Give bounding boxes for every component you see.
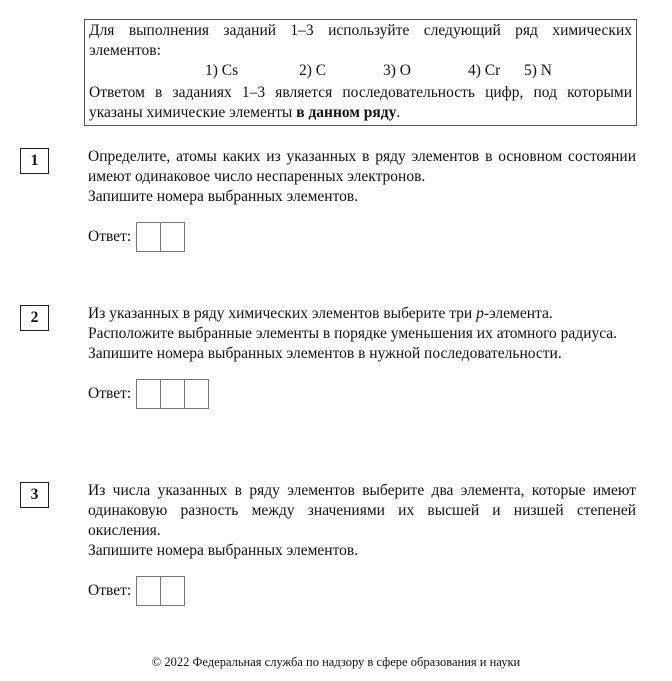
task-2 — [88, 304, 636, 409]
answer-label: Ответ: — [88, 582, 132, 599]
element-item: 3) O — [383, 62, 411, 79]
note-bold: в данном ряду — [296, 104, 397, 121]
task-number-3: 3 — [20, 482, 49, 508]
answer-label: Ответ: — [88, 385, 132, 402]
note-text: Ответом в заданиях 1–3 является последовательность цифр, под которыми указаны химические элементы — [89, 84, 632, 121]
element-item: 2) C — [299, 62, 327, 79]
element-item: 4) Cr — [468, 62, 501, 79]
task-text-part: -элемента. — [483, 305, 553, 322]
task-instruction: Запишите номера выбранных элементов. — [88, 542, 359, 559]
answer-label: Ответ: — [88, 228, 132, 245]
answer-cell[interactable] — [160, 222, 185, 252]
note-suffix: . — [396, 104, 401, 121]
task-text: Расположите выбранные элементы в порядке уменьшения их атомного радиуса. — [88, 325, 618, 342]
instructions-text: Для выполнения заданий 1–3 используйте следующий ряд химических элементов: — [89, 22, 632, 59]
task-text: Определите, атомы каких из указанных в ряду элементов в основном состоянии имеют одинаковое число неспаренных электронов. — [88, 148, 636, 185]
answer-row — [88, 379, 636, 409]
task-number-2: 2 — [20, 305, 49, 331]
task-instruction: Запишите номера выбранных элементов. — [88, 188, 359, 205]
instructions-box — [84, 19, 637, 126]
answer-note — [89, 83, 632, 123]
answer-cell[interactable] — [184, 379, 209, 409]
task-instruction: Запишите номера выбранных элементов в нужной последовательности. — [88, 345, 562, 362]
element-item: 1) Cs — [205, 62, 239, 79]
task-text-italic: p — [476, 305, 484, 322]
copyright-footer: © 2022 Федеральная служба по надзору в сфере образования и науки — [151, 655, 521, 669]
answer-cell[interactable] — [160, 576, 185, 606]
answer-cell[interactable] — [136, 576, 161, 606]
answer-cell[interactable] — [160, 379, 185, 409]
element-item: 5) N — [524, 62, 552, 79]
task-text: Из числа указанных в ряду элементов выберите два элемента, которые имеют одинаковую разность между значениями их высшей и низшей степеней окисления. — [88, 482, 636, 539]
task-text — [88, 304, 636, 324]
answer-row — [88, 576, 636, 606]
task-1 — [88, 147, 636, 252]
element-list — [89, 61, 632, 81]
answer-row — [88, 222, 636, 252]
task-3 — [88, 481, 636, 606]
answer-cell[interactable] — [136, 379, 161, 409]
task-text-part: Из указанных в ряду химических элементов выберите три — [88, 305, 477, 322]
task-number-1: 1 — [20, 148, 49, 174]
answer-cell[interactable] — [136, 222, 161, 252]
